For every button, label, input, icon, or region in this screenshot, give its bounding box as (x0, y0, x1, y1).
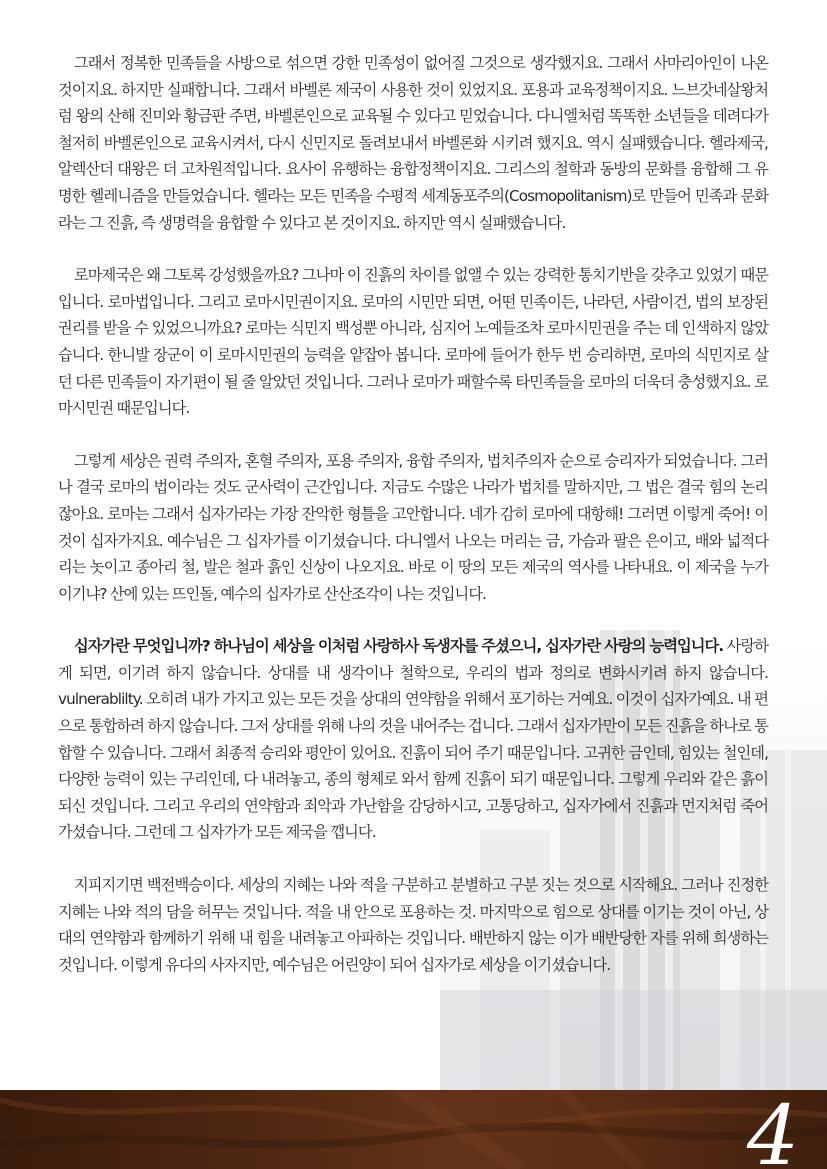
paragraph (58, 262, 768, 422)
footer-texture (0, 1090, 827, 1169)
paragraph-text: 그렇게 세상은 권력 주의자, 혼혈 주의자, 포용 주의자, 융합 주의자, 법치주의자 순으로 승리자가 되었습니다. 그러나 결국 로마의 법이라는 것도 군사력이 근간입니다. 지금도 수많은 나라가 법치를 말하지만, 그 법은 결국 힘의 논리 잖아요. 로마는 그래서 십자가라는 가장 잔악한 형틀을 고안합니다. 네가 감히 로마에 대항해! 그러면 이렇게 죽어! 이것이 십자가지요. 예수님은 그 십자가를 이기셨습니다. 다니엘서 나오는 머리는 금, 가슴과 팔은 은이고, 배와 넓적다리는 놋이고 종아리 철, 발은 철과 흙인 신상이 나오지요. 바로 이 땅의 모든 제국의 역사를 나타내요. 이 제국을 누가 이기냐? 산에 있는 뜨인돌, 예수의 십자가로 산산조각이 나는 것입니다. (58, 451, 768, 603)
paragraph-text: 사랑하게 되면, 이기려 하지 않습니다. 상대를 내 생각이나 철학으로, 우리의 법과 정의로 변화시키려 하지 않습니다. vulnerablilty. 오히려 내가 가지고 있는 모든 것을 상대의 연약함을 위해서 포기하는 거예요. 이것이 십자가예요. 내 편으로 통합하려 하지 않습니다. 그저 상대를 위해 나의 것을 내어주는 겁니다. 그래서 십자가만이 모든 진흙을 하나로 통합할 수 있습니다. 그래서 최종적 승리와 평안이 있어요. 진흙이 되어 주기 때문입니다. 고귀한 금인데, 힘있는 철인데, 다양한 능력이 있는 구리인데, 다 내려놓고, 종의 형체로 와서 함께 진흙이 되기 때문입니다. 그렇게 우리와 같은 흙이 되신 것입니다. 그리고 우리의 연약함과 죄악과 가난함을 감당하시고, 고통당하고, 십자가에서 진흙과 먼지처럼 죽어가셨습니다. 그런데 그 십자가가 모든 제국을 깹니다. (58, 637, 768, 842)
paragraph-text: 로마제국은 왜 그토록 강성했을까요? 그나마 이 진흙의 차이를 없앨 수 있는 강력한 통치기반을 갖추고 있었기 때문입니다. 로마법입니다. 그리고 로마시민권이지요. 로마의 시민만 되면, 어떤 민족이든, 나라던, 사람이건, 법의 보장된 권리를 받을 수 있었으니까요? 로마는 식민지 백성뿐 아니라, 심지어 노예들조차 로마시민권을 주는 데 인색하지 않았습니다. 한니발 장군이 이 로마시민권의 능력을 얕잡아 봅니다. 로마에 들어가 한두 번 승리하면, 로마의 식민지로 살던 다른 민족들이 자기편이 될 줄 알았던 것입니다. 그러나 로마가 패할수록 타민족들을 로마의 더욱더 충성했지요. 로마시민권 때문입니다. (58, 266, 768, 418)
paragraph (58, 633, 768, 846)
paragraph (58, 448, 768, 608)
paragraph-bold-lead: 십자가란 무엇입니까? 하나님이 세상을 이처럼 사랑하사 독생자를 주셨으니, 십자가란 사랑의 능력입니다. (74, 637, 724, 656)
paragraph (58, 872, 768, 978)
paragraph (58, 50, 768, 236)
page-number: 4 (746, 1090, 799, 1169)
paragraph-text: 그래서 정복한 민족들을 사방으로 섞으면 강한 민족성이 없어질 그것으로 생각했지요. 그래서 사마리아인이 나온 것이지요. 하지만 실패합니다. 그래서 바벨론 제국이 사용한 것이 있었지요. 포용과 교육정책이지요. 느브갓네살왕처럼 왕의 산해 진미와 황금판 주면, 바벨론인으로 교육될 수 있다고 믿었습니다. 다니엘처럼 똑똑한 소년들을 데려다가 철저히 바벨론인으로 교육시켜서, 다시 신민지로 돌려보내서 바벨론화 시키려 했지요. 역시 실패했습니다. 헬라제국, 알렉산더 대왕은 더 고차원적입니다. 요사이 유행하는 융합정책이지요. 그리스의 철학과 동방의 문화를 융합해 그 유명한 헬레니즘을 만들었습니다. 헬라는 모든 민족을 수평적 세계동포주의(Cosmopolitanism)로 만들어 민족과 문화라는 그 진흙, 즉 생명력을 융합할 수 있다고 본 것이지요. 하지만 역시 실패했습니다. (58, 54, 768, 232)
article-body (58, 50, 768, 1004)
footer-band (0, 1090, 827, 1169)
paragraph-text: 지피지기면 백전백승이다. 세상의 지혜는 나와 적을 구분하고 분별하고 구분 짓는 것으로 시작해요. 그러나 진정한 지혜는 나와 적의 담을 허무는 것입니다. 적을 내 안으로 포용하는 것. 마지막으로 힘으로 상대를 이기는 것이 아닌, 상대의 연약함과 함께하기 위해 내 힘을 내려놓고 아파하는 것입니다. 배반하지 않는 이가 배반당한 자를 위해 희생하는 것입니다. 이렇게 유다의 사자지만, 예수님은 어린양이 되어 십자가로 세상을 이기셨습니다. (58, 876, 768, 974)
